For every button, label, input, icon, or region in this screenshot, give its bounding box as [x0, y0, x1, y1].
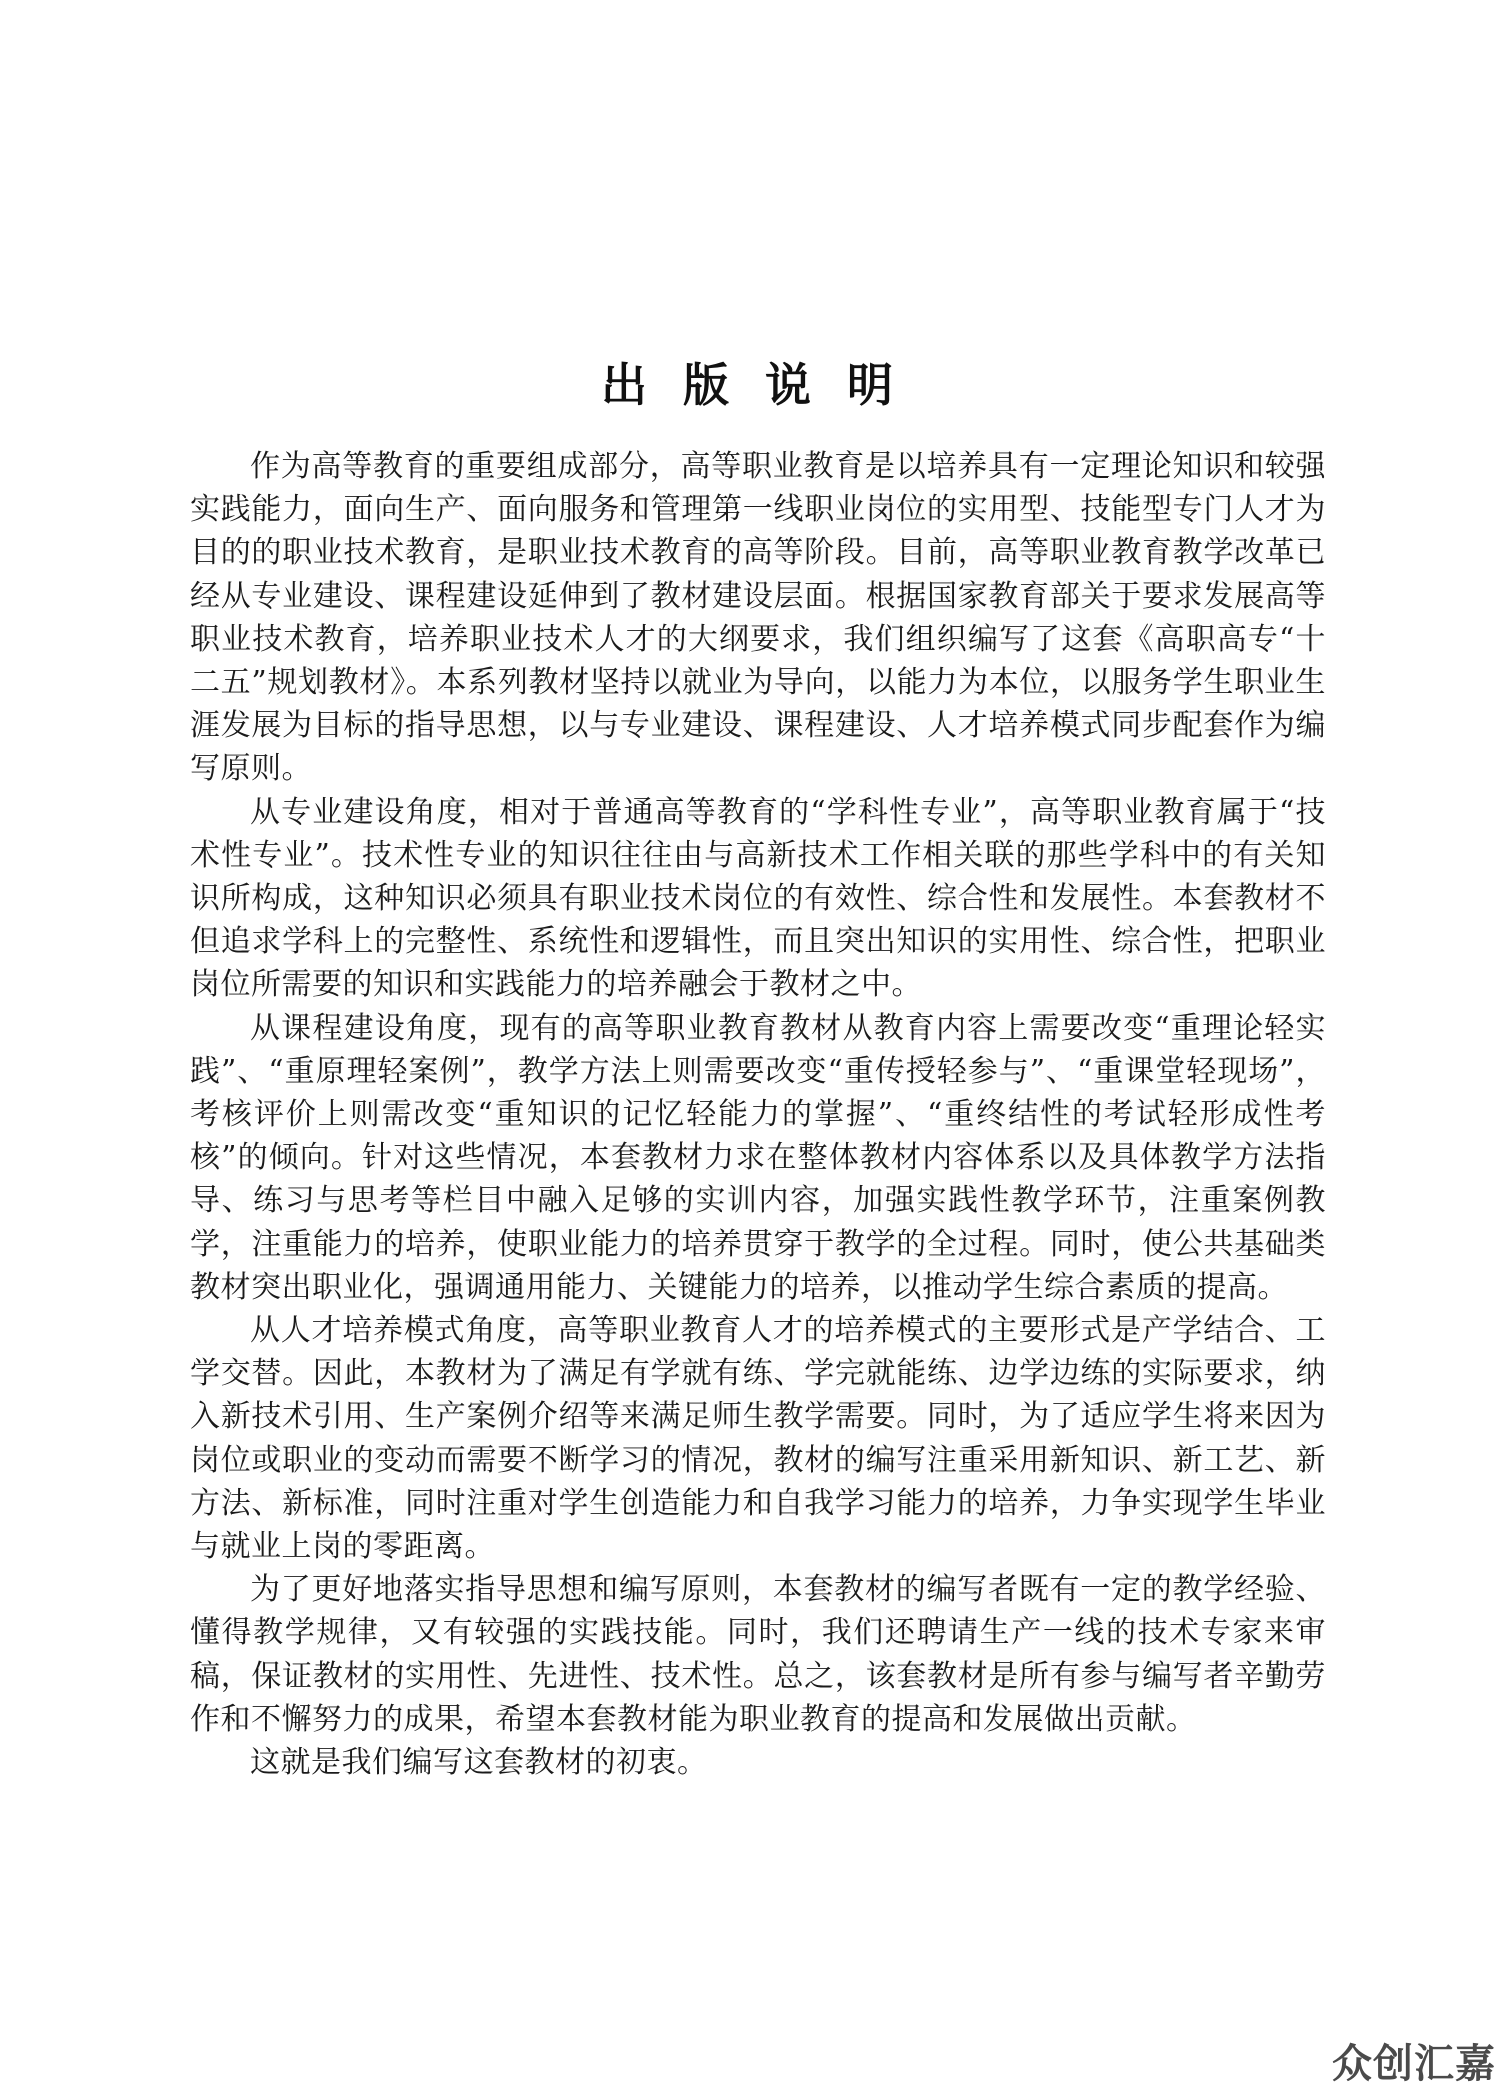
paragraph-4: 从人才培养模式角度，高等职业教育人才的培养模式的主要形式是产学结合、工学交替。因此，本教材为了满足有学就有练、学完就能练、边学边练的实际要求，纳入新技术引用、生产案例介绍等来满足师生教学需要。同时，为了适应学生将来因为岗位或职业的变动而需要不断学习的情况，教材的编写注重采用新知识、新工艺、新方法、新标准，同时注重对学生创造能力和自我学习能力的培养，力争实现学生毕业与就业上岗的零距离。: [190, 1313, 1326, 1565]
paragraph-1: 作为高等教育的重要组成部分，高等职业教育是以培养具有一定理论知识和较强实践能力，面向生产、面向服务和管理第一线职业岗位的实用型、技能型专门人才为目的的职业技术教育，是职业技术教育的高等阶段。目前，高等职业教育教学改革已经从专业建设、课程建设延伸到了教材建设层面。根据国家教育部关于要求发展高等职业技术教育，培养职业技术人才的大纲要求，我们组织编写了这套《高职高专“十二五”规划教材》。本系列教材坚持以就业为导向，以能力为本位，以服务学生职业生涯发展为目标的指导思想，以与专业建设、课程建设、人才培养模式同步配套作为编写原则。: [190, 449, 1326, 787]
body-text: [190, 445, 1326, 1784]
paragraph-2: 从专业建设角度，相对于普通高等教育的“学科性专业”，高等职业教育属于“技术性专业”。技术性专业的知识往往由与高新技术工作相关联的那些学科中的有关知识所构成，这种知识必须具有职业技术岗位的有效性、综合性和发展性。本套教材不但追求学科上的完整性、系统性和逻辑性，而且突出知识的实用性、综合性，把职业岗位所需要的知识和实践能力的培养融会于教材之中。: [190, 794, 1326, 1003]
paragraph-3: 从课程建设角度，现有的高等职业教育教材从教育内容上需要改变“重理论轻实践”、“重原理轻案例”，教学方法上则需要改变“重传授轻参与”、“重课堂轻现场”，考核评价上则需改变“重知识的记忆轻能力的掌握”、“重终结性的考试轻形成性考核”的倾向。针对这些情况，本套教材力求在整体教材内容体系以及具体教学方法指导、练习与思考等栏目中融入足够的实训内容，加强实践性教学环节，注重案例教学，注重能力的培养，使职业能力的培养贯穿于教学的全过程。同时，使公共基础类教材突出职业化，强调通用能力、关键能力的培养，以推动学生综合素质的提高。: [190, 1010, 1326, 1305]
paragraph-5: 为了更好地落实指导思想和编写原则，本套教材的编写者既有一定的教学经验、懂得教学规律，又有较强的实践技能。同时，我们还聘请生产一线的技术专家来审稿，保证教材的实用性、先进性、技术性。总之，该套教材是所有参与编写者辛勤劳作和不懈努力的成果，希望本套教材能为职业教育的提高和发展做出贡献。: [190, 1572, 1326, 1737]
watermark-logo: 众创汇嘉: [1332, 2041, 1496, 2087]
page-title: 出 版 说 明: [600, 357, 904, 412]
paragraph-6: 这就是我们编写这套教材的初衷。: [250, 1745, 708, 1781]
